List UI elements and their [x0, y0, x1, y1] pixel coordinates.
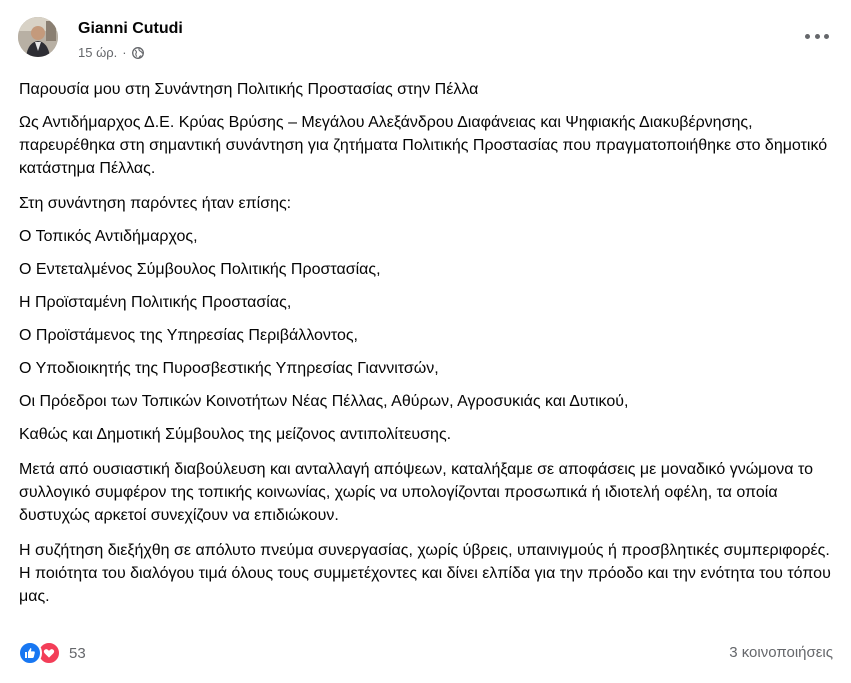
post-result: Μετά από ουσιαστική διαβούλευση και ανταλλαγή απόψεων, καταλήξαμε σε αποφάσεις με μοναδικό γνώμονα το συλλογικό συμφέρον της τοπικής κοινωνίας, χωρίς να υπολογίζονται προσωπικά ή ιδιοτελή οφέλη, τα οποία δυστυχώς αρκετοί συνεχίζουν να επιδιώκουν.	[19, 461, 813, 524]
more-dot	[805, 34, 810, 39]
reactions-summary[interactable]	[18, 641, 86, 665]
attendee-item: Ο Τοπικός Αντιδήμαρχος,	[19, 228, 198, 245]
attendee-item: Καθώς και Δημοτική Σύμβουλος της μείζονος αντιπολίτευσης.	[19, 426, 452, 443]
post-footer	[18, 641, 833, 665]
shares-count[interactable]: 3 κοινοποιήσεις	[729, 644, 833, 661]
post-meta	[78, 45, 144, 60]
attendee-item: Ο Υποδιοικητής της Πυροσβεστικής Υπηρεσίας Γιαννιτσών,	[19, 360, 439, 377]
more-dot	[824, 34, 829, 39]
attendee-item: Η Προϊσταμένη Πολιτικής Προστασίας,	[19, 294, 292, 311]
attendee-item: Οι Πρόεδροι των Τοπικών Κοινοτήτων Νέας Πέλλας, Αθύρων, Αγροσυκιάς και Δυτικού,	[19, 393, 629, 410]
more-options-icon[interactable]	[805, 30, 829, 42]
reaction-count: 53	[69, 644, 86, 662]
author-name[interactable]: Gianni Cutudi	[78, 20, 183, 37]
meta-separator: ·	[122, 45, 127, 60]
attendees-heading: Στη συνάντηση παρόντες ήταν επίσης:	[19, 195, 292, 212]
avatar[interactable]	[18, 17, 58, 57]
post-body	[19, 78, 834, 608]
globe-icon[interactable]	[132, 47, 144, 59]
post-intro: Ως Αντιδήμαρχος Δ.Ε. Κρύας Βρύσης – Μεγάλου Αλεξάνδρου Διαφάνειας και Ψηφιακής Διακυβέρνησης, παρευρέθηκα στη σημαντική συνάντηση για ζητήματα Πολιτικής Προστασίας που πραγματοποιήθηκε στο δημοτικό κατάστημα Πέλλας.	[19, 114, 828, 177]
more-dot	[815, 34, 820, 39]
attendee-item: Ο Εντεταλμένος Σύμβουλος Πολιτικής Προστασίας,	[19, 261, 381, 278]
attendee-item: Ο Προϊστάμενος της Υπηρεσίας Περιβάλλοντος,	[19, 327, 358, 344]
post-time[interactable]: 15 ώρ.	[78, 45, 118, 60]
post-closing: Η συζήτηση διεξήχθη σε απόλυτο πνεύμα συνεργασίας, χωρίς ύβρεις, υπαινιγμούς ή προσβλητικές συμπεριφορές. Η ποιότητα του διαλόγου τιμά όλους τους συμμετέχοντες και δίνει ελπίδα για την πρόοδο και την ενότητα του τόπου μας.	[19, 542, 831, 605]
post-title: Παρουσία μου στη Συνάντηση Πολιτικής Προστασίας στην Πέλλα	[19, 81, 479, 98]
avatar-photo	[18, 17, 58, 57]
like-icon	[18, 641, 42, 665]
